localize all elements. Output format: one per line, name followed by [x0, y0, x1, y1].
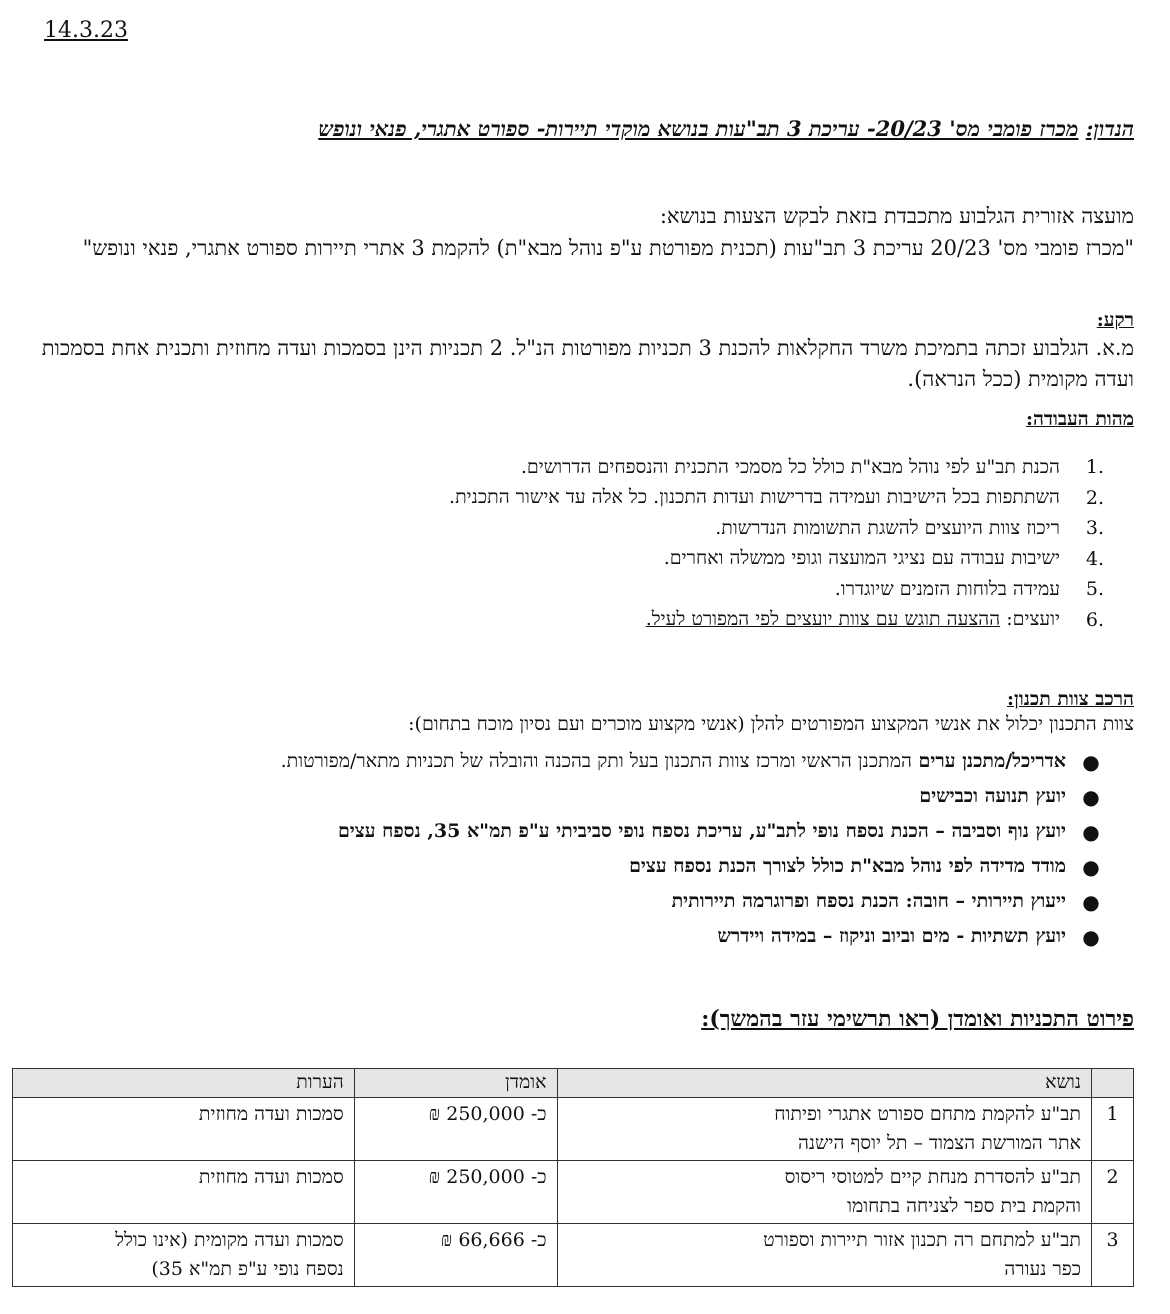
col-header-topic: נושא [557, 1069, 1091, 1098]
document-date: 14.3.23 [44, 18, 128, 43]
row-topic-line: תב"ע להקמת מתחם ספורט אתגרי ופיתוח [774, 1103, 1082, 1125]
intro-line-2: "מכרז פומבי מס' 20/23 עריכת 3 תב"עות (תכנית מפורטת ע"פ נוהל מבא"ת) להקמת 3 אתרי תיירות ספורט אתגרי, פנאי ונופש" [82, 236, 1134, 260]
intro-paragraph [40, 200, 1134, 264]
background-heading: רקע: [1096, 309, 1134, 331]
work-item-text: ישיבות עבודה עם נציגי המועצה וגופי ממשלה ואחרים. [663, 547, 1060, 570]
row-topic-line: אתר המורשת הצמוד – תל יוסף הישנה [797, 1132, 1082, 1154]
team-item [20, 919, 1102, 954]
row-estimate: כ- 66,666 ₪ [354, 1224, 557, 1287]
row-notes [13, 1161, 355, 1224]
row-topic [557, 1098, 1091, 1161]
work-list [200, 452, 1104, 635]
team-role: יועץ נוף וסביבה – הכנת נספח נופי לתב"ע, עריכת נספח נופי סביביתי ע"פ תמ"א 35, נספח עצים [337, 820, 1066, 842]
row-notes-line: נספח נופי ע"פ תמ"א 35) [151, 1258, 344, 1280]
team-role: יועץ תשתיות - מים וביוב וניקוז – במידה ויידרש [717, 925, 1066, 947]
work-item-text: עמידה בלוחות הזמנים שיוגדרו. [834, 577, 1060, 600]
col-header-number [1092, 1069, 1134, 1098]
team-item [20, 779, 1102, 814]
team-heading: הרכב צוות תכנון: [1007, 688, 1134, 710]
team-role-desc: המתכנן הראשי ומרכז צוות התכנון בעל ותק בהכנה והובלה של תכניות מתאר/מפורטות. [280, 750, 912, 772]
bullet-icon: ● [1082, 854, 1100, 879]
subject-line [60, 112, 1134, 146]
row-notes [13, 1224, 355, 1287]
table-header-row [13, 1069, 1134, 1098]
subject-label: הנדון: [1085, 116, 1134, 141]
work-item-number: 3. [1085, 517, 1104, 540]
col-header-estimate: אומדן [354, 1069, 557, 1098]
row-topic-line: כפר נעורה [1004, 1258, 1082, 1280]
work-item-text: השתתפות בכל הישיבות ועמידה בדרישות ועדות התכנון. כל אלה עד אישור התכנית. [449, 486, 1060, 509]
table-row [13, 1161, 1134, 1224]
team-item [20, 814, 1102, 849]
team-item [20, 884, 1102, 919]
col-header-notes: הערות [13, 1069, 355, 1098]
team-role: ייעוץ תיירותי – חובה: הכנת נספח ופרוגרמה תיירותית [671, 890, 1066, 912]
intro-line-1: מועצה אזורית הגלבוע מתכבדת בזאת לבקש הצעות בנושא: [659, 204, 1134, 228]
row-topic-line: תב"ע למתחם רה תכנון אזור תיירות וספורט [763, 1229, 1082, 1251]
team-role: יועץ תנועה וכבישים [919, 785, 1066, 807]
work-item [200, 544, 1104, 575]
row-topic-line: והקמת בית ספר לצניחה בתחומו [847, 1195, 1082, 1217]
row-topic-line: תב"ע להסדרת מנחת קיים למטוסי ריסוס [784, 1166, 1082, 1188]
bullet-icon: ● [1082, 784, 1100, 809]
work-item-text: ריכוז צוות היועצים להשגת התשומות הנדרשות. [715, 516, 1060, 539]
work-item [200, 574, 1104, 605]
work-item-number: 1. [1085, 456, 1104, 479]
work-item-number: 4. [1085, 547, 1104, 570]
work-item [200, 452, 1104, 483]
row-number: 1 [1092, 1098, 1134, 1161]
team-intro: צוות התכנון יכלול את אנשי המקצוע המפורטים להלן (אנשי מקצוע מוכרים ועם נסיון מוכח בתחום): [408, 713, 1134, 735]
work-item [200, 605, 1104, 636]
team-item [20, 744, 1102, 779]
work-item-text: הכנת תב"ע לפי נוהל מבא"ת כולל כל מסמכי התכנית והנספחים הדרושים. [520, 455, 1060, 478]
team-role: אדריכל/מתכנן ערים [918, 750, 1066, 772]
work-item [200, 513, 1104, 544]
row-estimate: כ- 250,000 ₪ [354, 1161, 557, 1224]
work-item-text [646, 608, 1074, 631]
row-estimate: כ- 250,000 ₪ [354, 1098, 557, 1161]
background-text: מ.א. הגלבוע זכתה בתמיכת משרד החקלאות להכנת 3 תכניות מפורטות הנ"ל. 2 תכניות הינן בסמכות ועדה מחוזית ותכנית אחת בסמכות ועדה מקומית (ככל הנראה). [41, 336, 1134, 391]
bullet-icon: ● [1082, 924, 1100, 949]
row-notes-line: סמכות ועדה מחוזית [198, 1103, 344, 1125]
bullet-icon: ● [1082, 889, 1100, 914]
consultants-label: יועצים: [1006, 608, 1060, 631]
bullet-icon: ● [1082, 819, 1100, 844]
bullet-icon: ● [1082, 749, 1100, 774]
row-notes [13, 1098, 355, 1161]
team-list [20, 744, 1102, 954]
team-role: מודד מדידה לפי נוהל מבא"ת כולל לצורך הכנת נספח עצים [629, 855, 1066, 877]
row-notes-line: סמכות ועדה מקומית (אינו כולל [115, 1229, 344, 1251]
row-number: 2 [1092, 1161, 1134, 1224]
work-item-number: 2. [1085, 486, 1104, 509]
work-item-number: 6. [1085, 608, 1104, 631]
row-notes-line: סמכות ועדה מחוזית [198, 1166, 344, 1188]
table-row [13, 1098, 1134, 1161]
work-item [200, 483, 1104, 514]
row-topic [557, 1161, 1091, 1224]
row-number: 3 [1092, 1224, 1134, 1287]
table-row [13, 1224, 1134, 1287]
plans-heading: פירוט התכניות ואומדן (ראו תרשימי עזר בהמשך): [701, 1006, 1134, 1032]
consultants-note: ההצעה תוגש עם צוות יועצים לפי המפורט לעיל. [645, 608, 1001, 631]
subject-text: מכרז פומבי מס' 20/23- עריכת 3 תב"עות בנושא מוקדי תיירות- ספורט אתגרי, פנאי ונופש [318, 116, 1079, 141]
row-topic [557, 1224, 1091, 1287]
plans-table [12, 1068, 1134, 1287]
team-item [20, 849, 1102, 884]
work-item-number: 5. [1085, 578, 1104, 601]
work-heading: מהות העבודה: [1025, 408, 1134, 430]
